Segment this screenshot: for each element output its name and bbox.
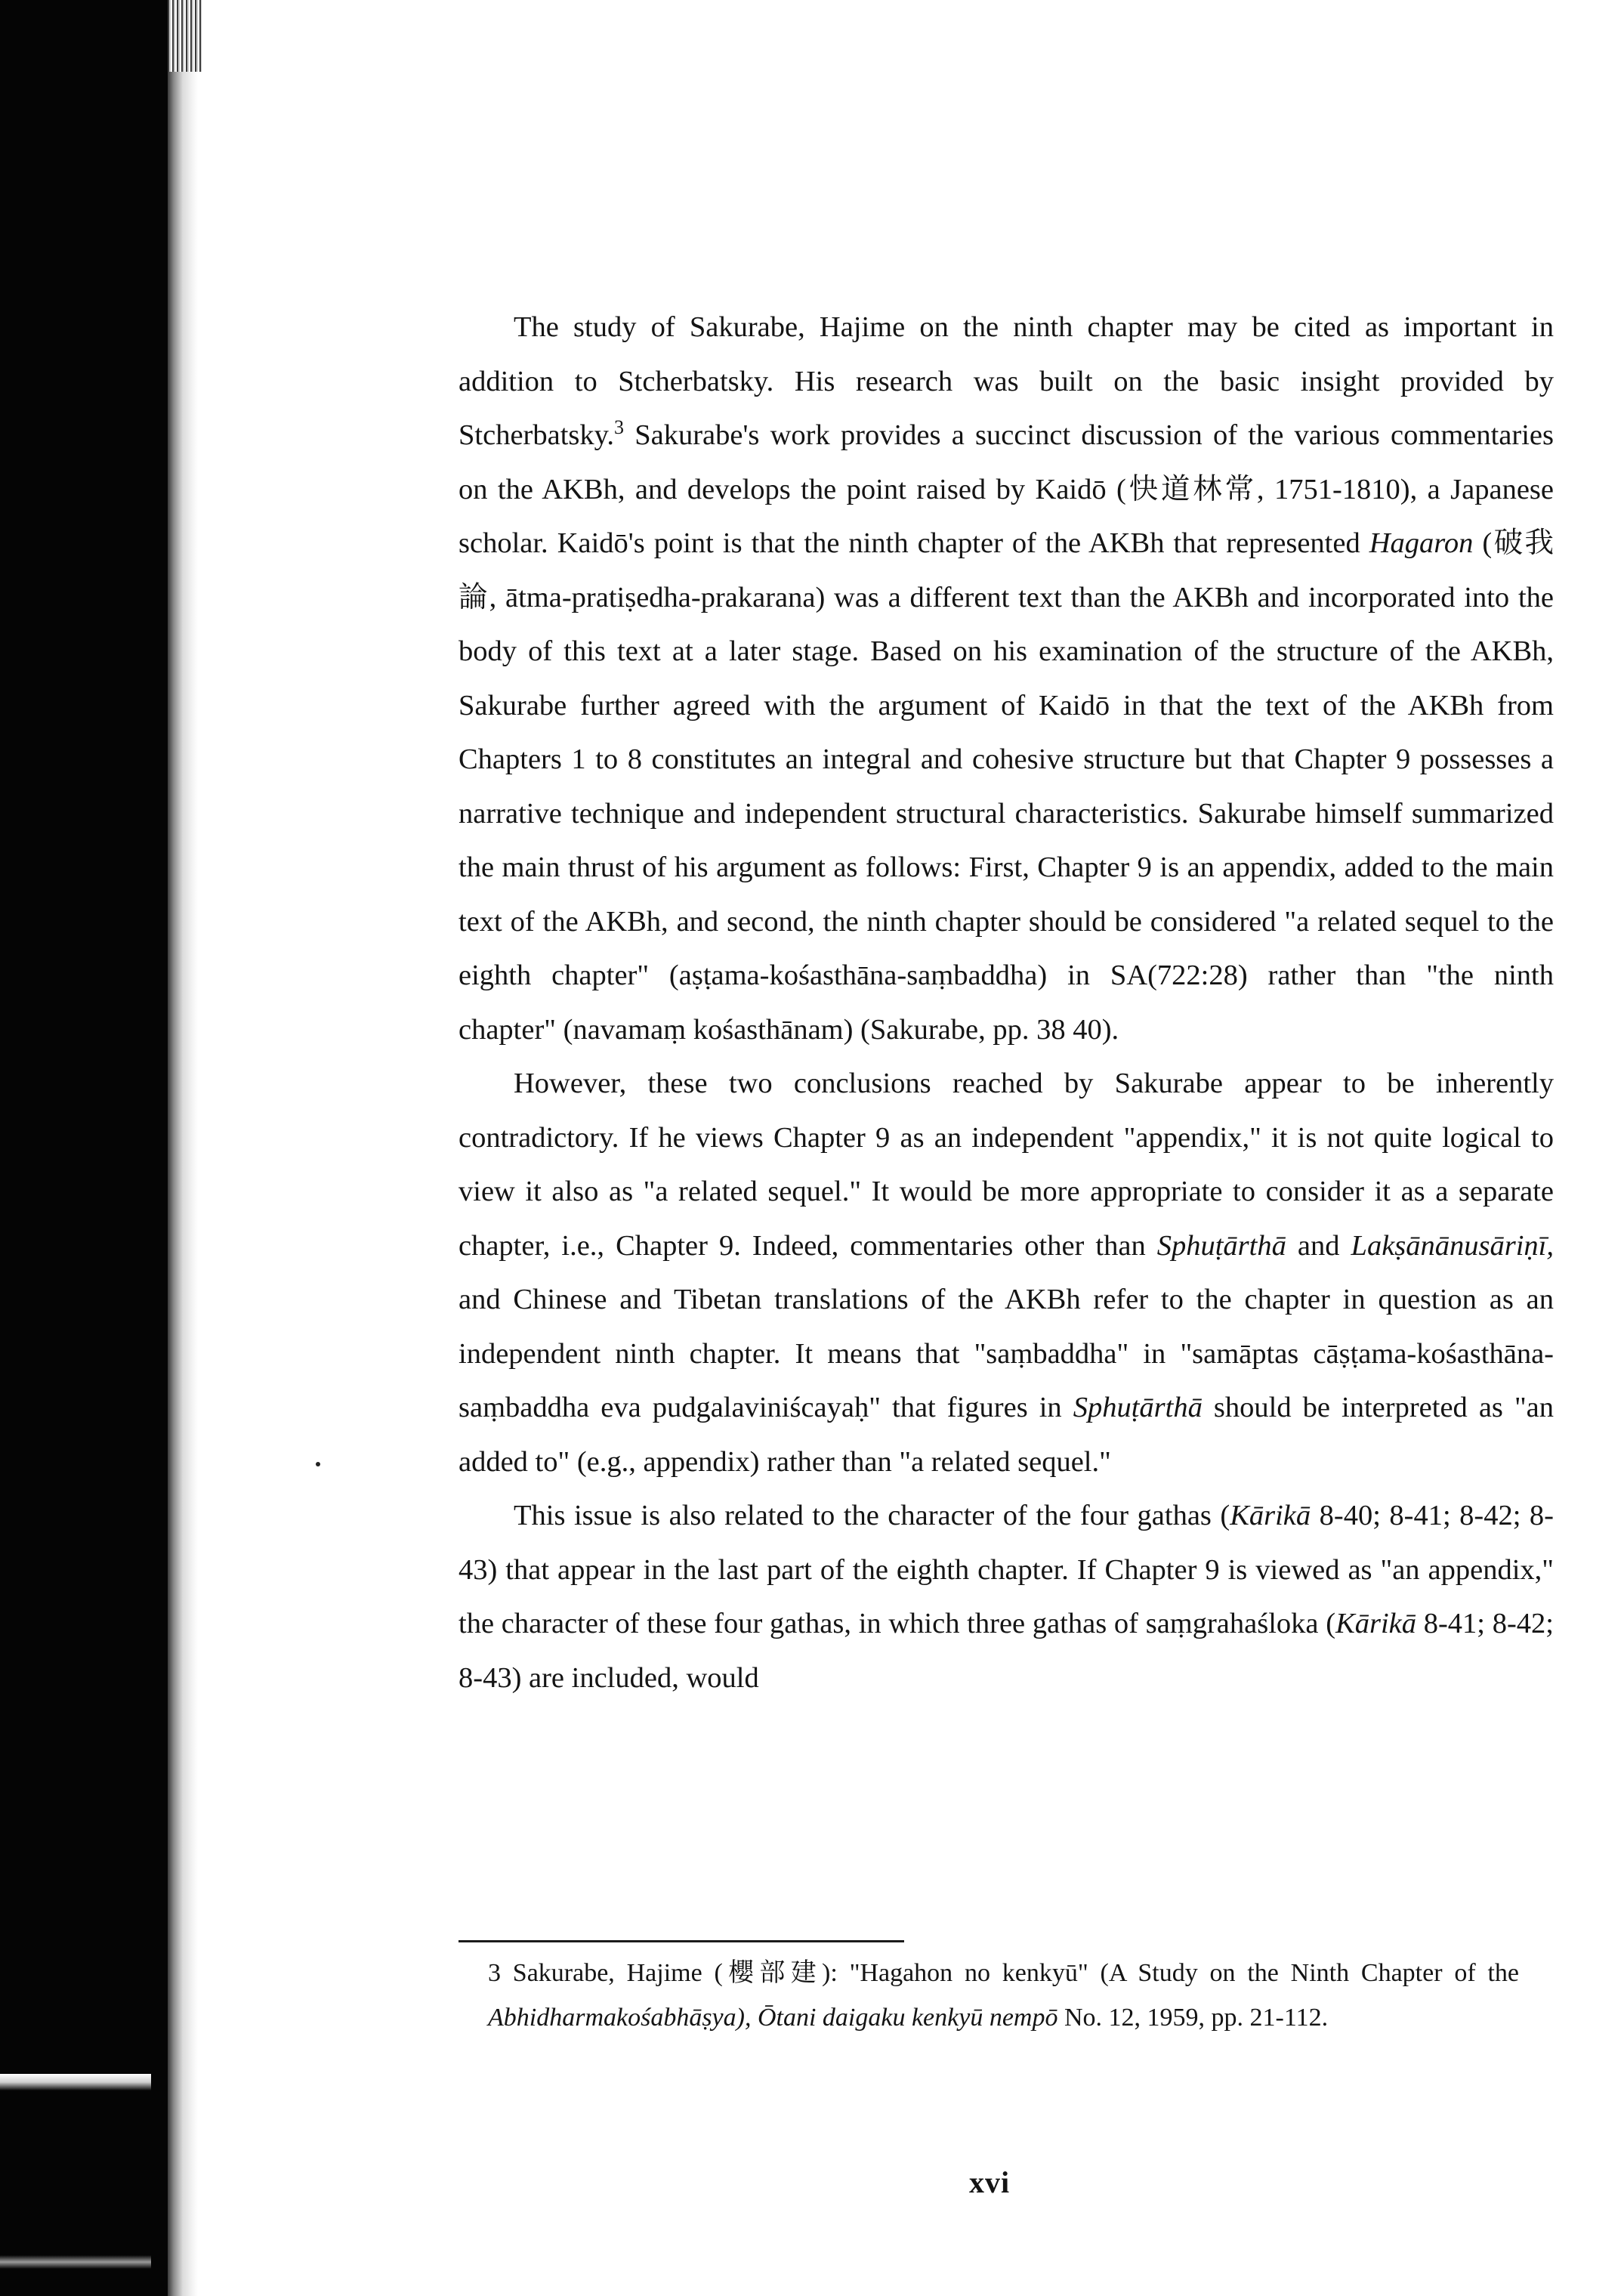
italic-title: Ōtani daigaku kenkyū nempō	[757, 2004, 1058, 2032]
footnote-text: No. 12, 1959, pp. 21-112.	[1057, 2004, 1329, 2032]
paragraph-text: Sakurabe's work provides a succinct discussion of the various commentaries on the AKBh, and develops the point raised by Kaidō (快道林常, 1751-1810), a Japanese scholar. Kaidō's point is that the ninth chapter of the AKBh that represented	[458, 419, 1554, 559]
italic-title: Lakṣānānusāriṇī,	[1351, 1229, 1554, 1262]
italic-title: Hagaron	[1369, 527, 1474, 559]
footnote-number: 3	[488, 1959, 501, 1987]
scan-edge-notch-lower	[0, 2255, 151, 2269]
footnote-reference: 3	[614, 416, 624, 438]
paragraph-3	[458, 1489, 1554, 1705]
italic-title: Sphuṭārthā	[1073, 1392, 1203, 1423]
paragraph-1	[458, 301, 1554, 1057]
paragraph-text: 8-41; 8-42; 8-43) are included, would	[458, 1608, 1554, 1694]
paragraph-text: 8-40; 8-41; 8-42; 8-43) that appear in the last part of the eighth chapter. If Chapter 9 is viewed as "an appendix," the character of these four gathas, in which three gathas of saṃgrahaśloka (	[458, 1500, 1554, 1639]
italic-title: Kārikā	[1230, 1500, 1311, 1531]
scan-speck	[316, 1462, 320, 1466]
scan-edge-notch	[0, 2074, 151, 2091]
scan-edge-bar	[0, 0, 168, 2296]
footnote-text	[751, 2004, 758, 2032]
paragraph-text: However, these two conclusions reached by Sakurabe appear to be inherently contradictory. If he views Chapter 9 as an independent "appendix," it is not quite logical to view it also as "a related sequel." It would be more appropriate to consider it as a separate chapter, i.e., Chapter 9. Indeed, commentaries other than	[458, 1068, 1554, 1262]
footnote-text: Sakurabe, Hajime (櫻部建): "Hagahon no kenkyū" (A Study on the Ninth Chapter of the	[501, 1959, 1519, 1987]
footnote-divider	[458, 1940, 904, 1942]
scan-edge-noise	[168, 0, 202, 72]
italic-title: Abhidharmakośabhāṣya),	[488, 2004, 752, 2032]
paragraph-2	[458, 1057, 1554, 1489]
footnote	[488, 1951, 1519, 2040]
paragraph-text: should be interpreted as "an added to" (e.g., appendix) rather than "a related sequel."	[458, 1392, 1555, 1478]
paragraph-text: This issue is also related to the character of the four gathas (	[514, 1500, 1230, 1531]
paragraph-text: The study of Sakurabe, Hajime on the ninth chapter may be cited as important in addition to Stcherbatsky. His research was built on the basic insight provided by Stcherbatsky.	[458, 311, 1554, 451]
italic-title: Kārikā	[1335, 1608, 1417, 1639]
scan-edge-gutter	[168, 72, 198, 2296]
paragraph-text: (破我論, ātma-pratiṣedha-prakarana) was a different text than the AKBh and incorporated into the body of this text at a later stage. Based on his examination of the structure of the AKBh, Sakurabe further agreed with the argument of Kaidō in that the text of the AKBh from Chapters 1 to 8 constitutes an integral and cohesive structure but that Chapter 9 possesses a narrative technique and independent structural characteristics. Sakurabe himself summarized the main thrust of his argument as follows: First, Chapter 9 is an appendix, added to the main text of the AKBh, and second, the ninth chapter should be considered "a related sequel to the eighth chapter" (aṣṭama-kośasthāna-saṃbaddha) in SA(722:28) rather than "the ninth chapter" (navamaṃ kośasthānam) (Sakurabe, pp. 38 40).	[458, 527, 1554, 1046]
paragraph-text: and	[1286, 1229, 1351, 1262]
main-text	[458, 301, 1554, 1705]
paragraph-text: and Chinese and Tibetan translations of the AKBh refer to the chapter in question as an independent ninth chapter. It means that "saṃbaddha" in "samāptas cāṣṭama-kośasthāna-saṃbaddha eva pudgalaviniścayaḥ" that figures in	[458, 1284, 1554, 1423]
page-number: xvi	[968, 2165, 1011, 2199]
italic-title: Sphuṭārthā	[1156, 1229, 1286, 1262]
